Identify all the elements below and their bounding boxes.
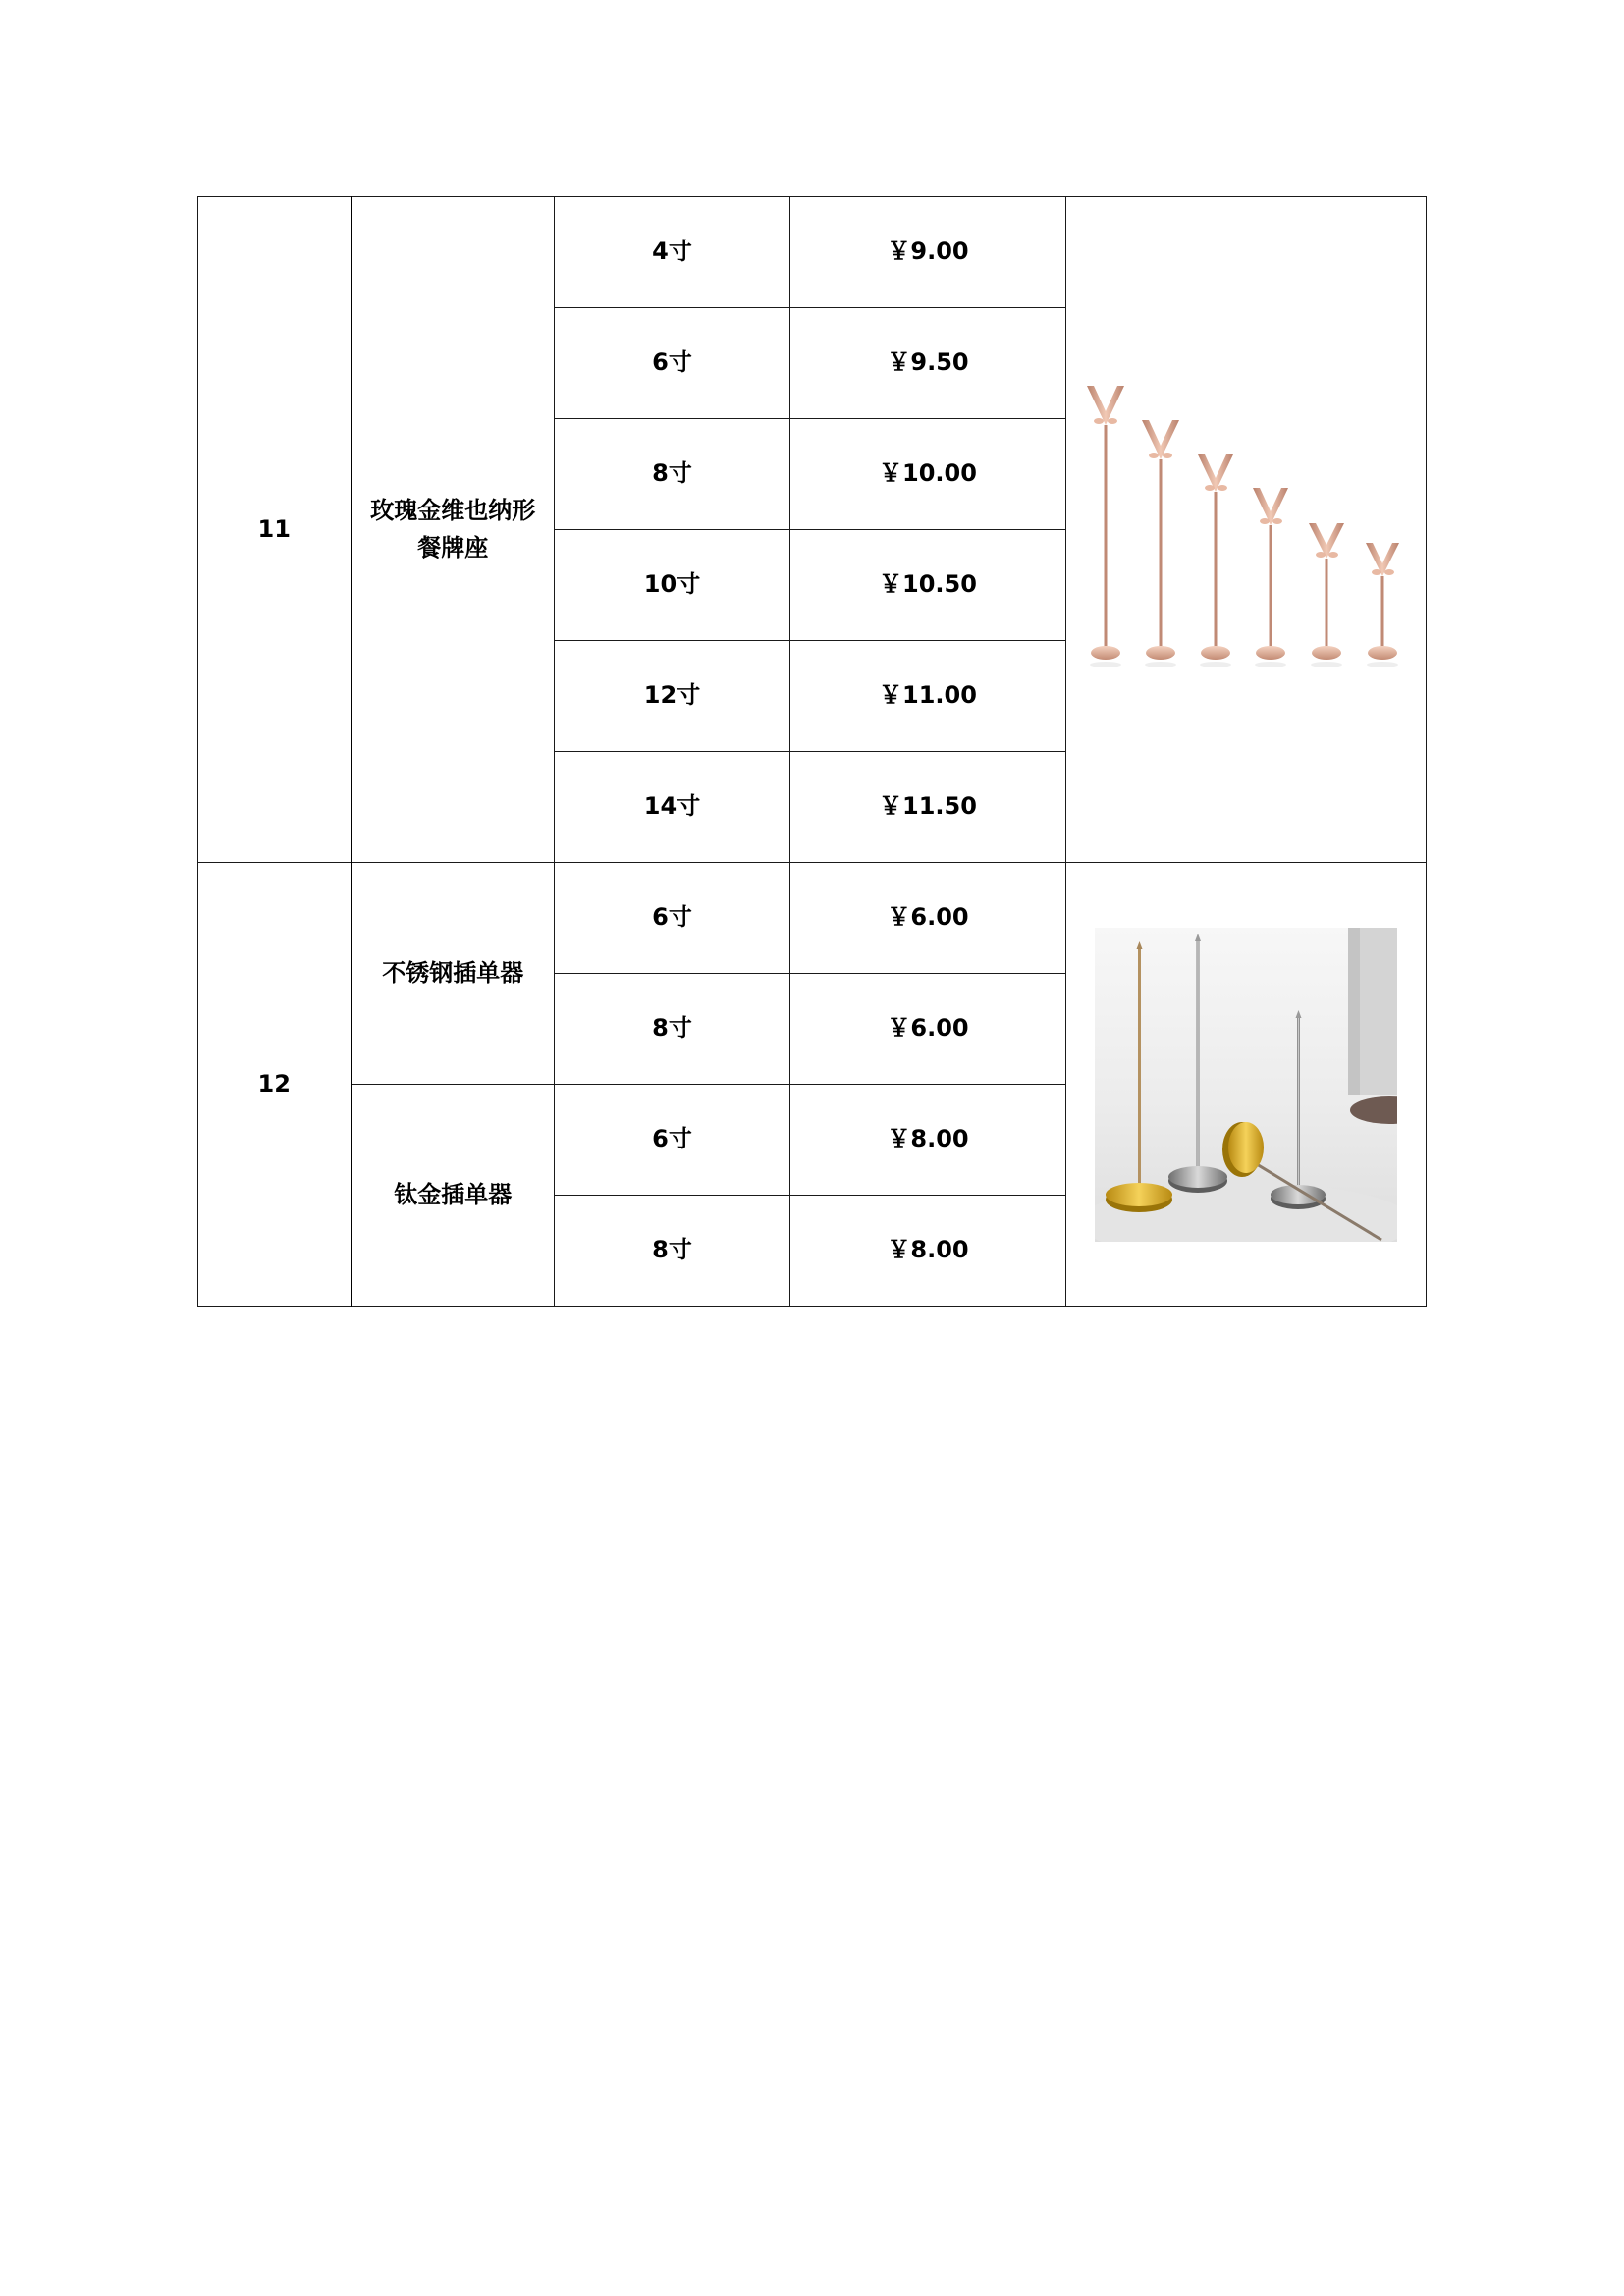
size-cell: 4寸 bbox=[555, 197, 790, 308]
size-cell: 12寸 bbox=[555, 641, 790, 752]
bill-spike-holders-photo bbox=[1095, 928, 1397, 1242]
item-number: 11 bbox=[198, 197, 352, 863]
price-cell: ￥6.00 bbox=[790, 974, 1066, 1085]
item-number: 12 bbox=[198, 863, 352, 1307]
price-cell: ￥8.00 bbox=[790, 1196, 1066, 1307]
rose-gold-vienna-card-holders-photo bbox=[1075, 378, 1417, 682]
size-cell: 6寸 bbox=[555, 1085, 790, 1196]
holder-3 bbox=[1198, 454, 1233, 667]
product-image-cell bbox=[1066, 863, 1427, 1307]
holder-5 bbox=[1309, 523, 1344, 667]
price-cell: ￥9.50 bbox=[790, 308, 1066, 419]
product-name: 玫瑰金维也纳形餐牌座 bbox=[352, 197, 555, 863]
price-cell: ￥8.00 bbox=[790, 1085, 1066, 1196]
product-name: 钛金插单器 bbox=[352, 1085, 555, 1307]
holder-2 bbox=[1142, 420, 1179, 667]
size-cell: 8寸 bbox=[555, 974, 790, 1085]
table-row bbox=[198, 863, 1427, 974]
holder-4 bbox=[1253, 488, 1288, 667]
size-cell: 10寸 bbox=[555, 530, 790, 641]
price-table bbox=[197, 196, 1427, 1307]
size-cell: 6寸 bbox=[555, 308, 790, 419]
price-cell: ￥11.00 bbox=[790, 641, 1066, 752]
price-cell: ￥11.50 bbox=[790, 752, 1066, 863]
holder-6 bbox=[1366, 543, 1399, 667]
holder-1 bbox=[1087, 386, 1124, 667]
size-cell: 6寸 bbox=[555, 863, 790, 974]
price-cell: ￥10.50 bbox=[790, 530, 1066, 641]
product-image-cell bbox=[1066, 197, 1427, 863]
price-cell: ￥9.00 bbox=[790, 197, 1066, 308]
price-cell: ￥6.00 bbox=[790, 863, 1066, 974]
size-cell: 14寸 bbox=[555, 752, 790, 863]
size-cell: 8寸 bbox=[555, 1196, 790, 1307]
size-cell: 8寸 bbox=[555, 419, 790, 530]
product-name: 不锈钢插单器 bbox=[352, 863, 555, 1085]
table-row bbox=[198, 197, 1427, 308]
price-cell: ￥10.00 bbox=[790, 419, 1066, 530]
